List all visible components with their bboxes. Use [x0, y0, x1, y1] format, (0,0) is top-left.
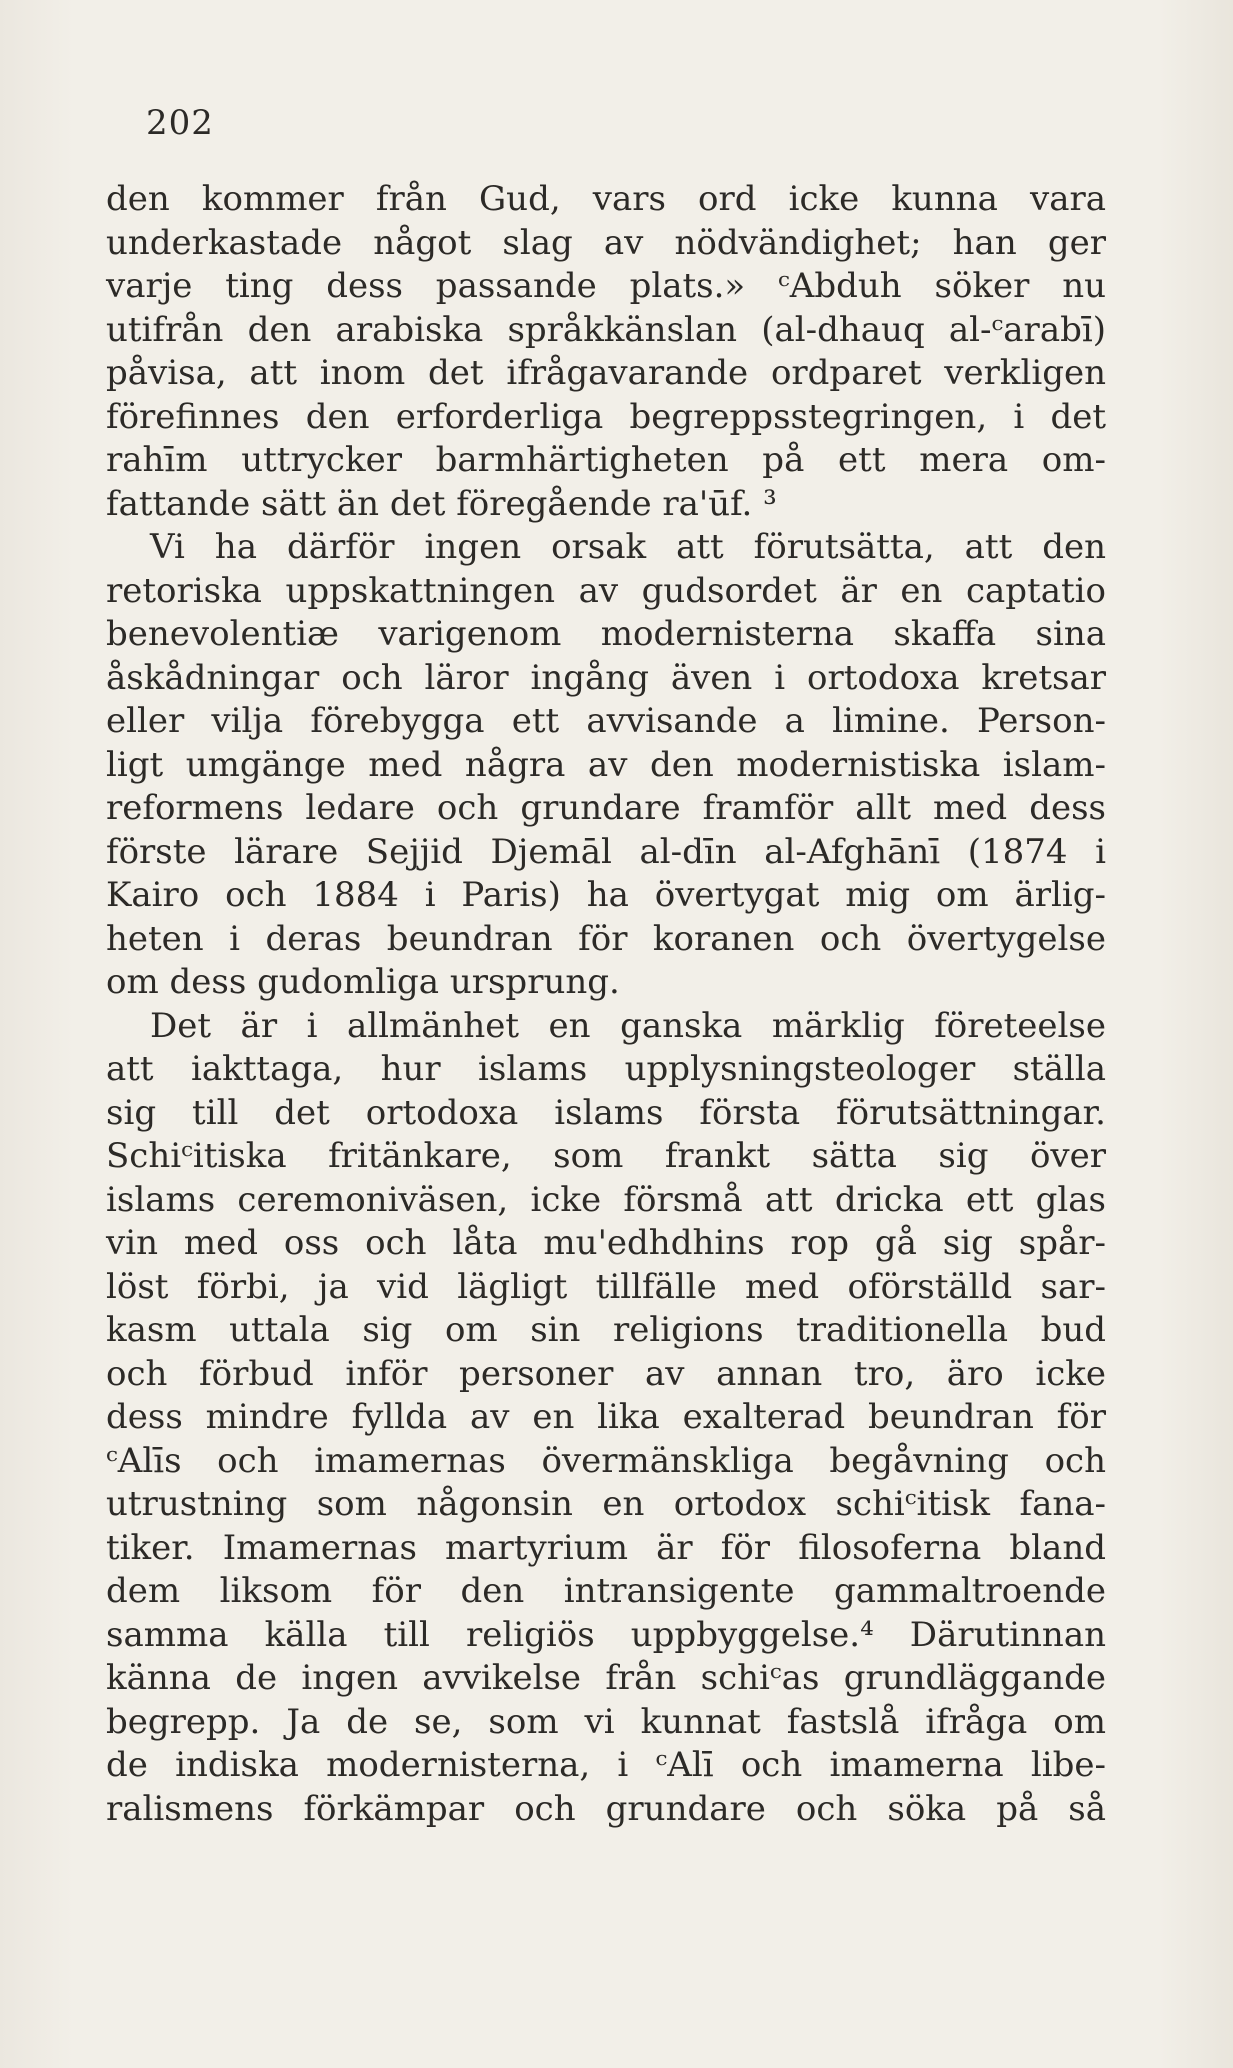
text-line: sig till det ortodoxa islams första förutsättningar. [106, 1092, 1106, 1133]
text-line: Kairo och 1884 i Paris) ha övertygat mig om ärlig- [106, 875, 1106, 915]
text-line: retoriska uppskattningen av gudsordet är en captatio [106, 570, 1106, 611]
text-line: förefinnes den erforderliga begreppsstegringen, i det [106, 396, 1106, 437]
text-line: känna de ingen avvikelse från schiᶜas grundläggande [106, 1658, 1106, 1698]
text-line: och förbud inför personer av annan tro, äro icke [106, 1353, 1106, 1394]
text-line: vin med oss och låta mu'edhdhins rop gå sig spår- [106, 1223, 1106, 1263]
text-line: de indiska modernisterna, i ᶜAlī och imamerna libe- [106, 1745, 1106, 1785]
text-line: eller vilja förebygga ett avvisande a limine. Person- [106, 701, 1106, 741]
text-line: fattande sätt än det föregående ra'ūf. ³ [106, 483, 777, 524]
text-line: reformens ledare och grundare framför allt med dess [106, 788, 1106, 828]
text-line: Vi ha därför ingen orsak att förutsätta, att den [150, 527, 1106, 567]
text-line: kasm uttala sig om sin religions traditionella bud [106, 1310, 1106, 1350]
text-line: utifrån den arabiska språkkänslan (al-dhauq al-ᶜarabī) [106, 309, 1106, 350]
text-line: förste lärare Sejjid Djemāl al-dīn al-Afghānī (1874 i [106, 831, 1106, 872]
page-number: 202 [146, 103, 214, 143]
text-line: underkastade något slag av nödvändighet; han ger [106, 222, 1106, 263]
text-line: den kommer från Gud, vars ord icke kunna vara [106, 179, 1106, 219]
text-line: utrustning som någonsin en ortodox schiᶜitisk fana- [106, 1484, 1106, 1524]
text-line: tiker. Imamernas martyrium är för filosoferna bland [106, 1527, 1106, 1568]
text-line: rahīm uttrycker barmhärtigheten på ett mera om- [106, 440, 1106, 480]
text-line: ligt umgänge med några av den modernistiska islam- [106, 744, 1106, 785]
text-line: islams ceremoniväsen, icke försmå att dricka ett glas [106, 1179, 1106, 1220]
text-line: samma källa till religiös uppbyggelse.⁴ Därutinnan [106, 1614, 1106, 1655]
text-line: ralismens förkämpar och grundare och söka på så [106, 1788, 1106, 1829]
text-line: dem liksom för den intransigente gammaltroende [106, 1571, 1106, 1611]
text-line: Schiᶜitiska fritänkare, som frankt sätta sig över [106, 1136, 1106, 1176]
text-line: att iakttaga, hur islams upplysningsteologer ställa [106, 1049, 1106, 1089]
text-line: heten i deras beundran för koranen och övertygelse [106, 918, 1106, 959]
text-line: ᶜAlīs och imamernas övermänskliga begåvning och [106, 1440, 1106, 1481]
text-line: Det är i allmänhet en ganska märklig företeelse [150, 1005, 1106, 1046]
text-line: påvisa, att inom det ifrågavarande ordparet verkligen [106, 353, 1106, 393]
text-line: benevolentiæ varigenom modernisterna skaffa sina [106, 614, 1106, 654]
body-text [106, 178, 1106, 1831]
text-line: varje ting dess passande plats.» ᶜAbduh söker nu [106, 266, 1106, 306]
text-line: begrepp. Ja de se, som vi kunnat fastslå ifråga om [106, 1701, 1106, 1742]
text-line: åskådningar och läror ingång även i ortodoxa kretsar [106, 657, 1106, 698]
text-line: löst förbi, ja vid lägligt tillfälle med oförställd sar- [106, 1266, 1106, 1307]
text-line: dess mindre fyllda av en lika exalterad beundran för [106, 1397, 1106, 1437]
text-line: om dess gudomliga ursprung. [106, 962, 620, 1002]
